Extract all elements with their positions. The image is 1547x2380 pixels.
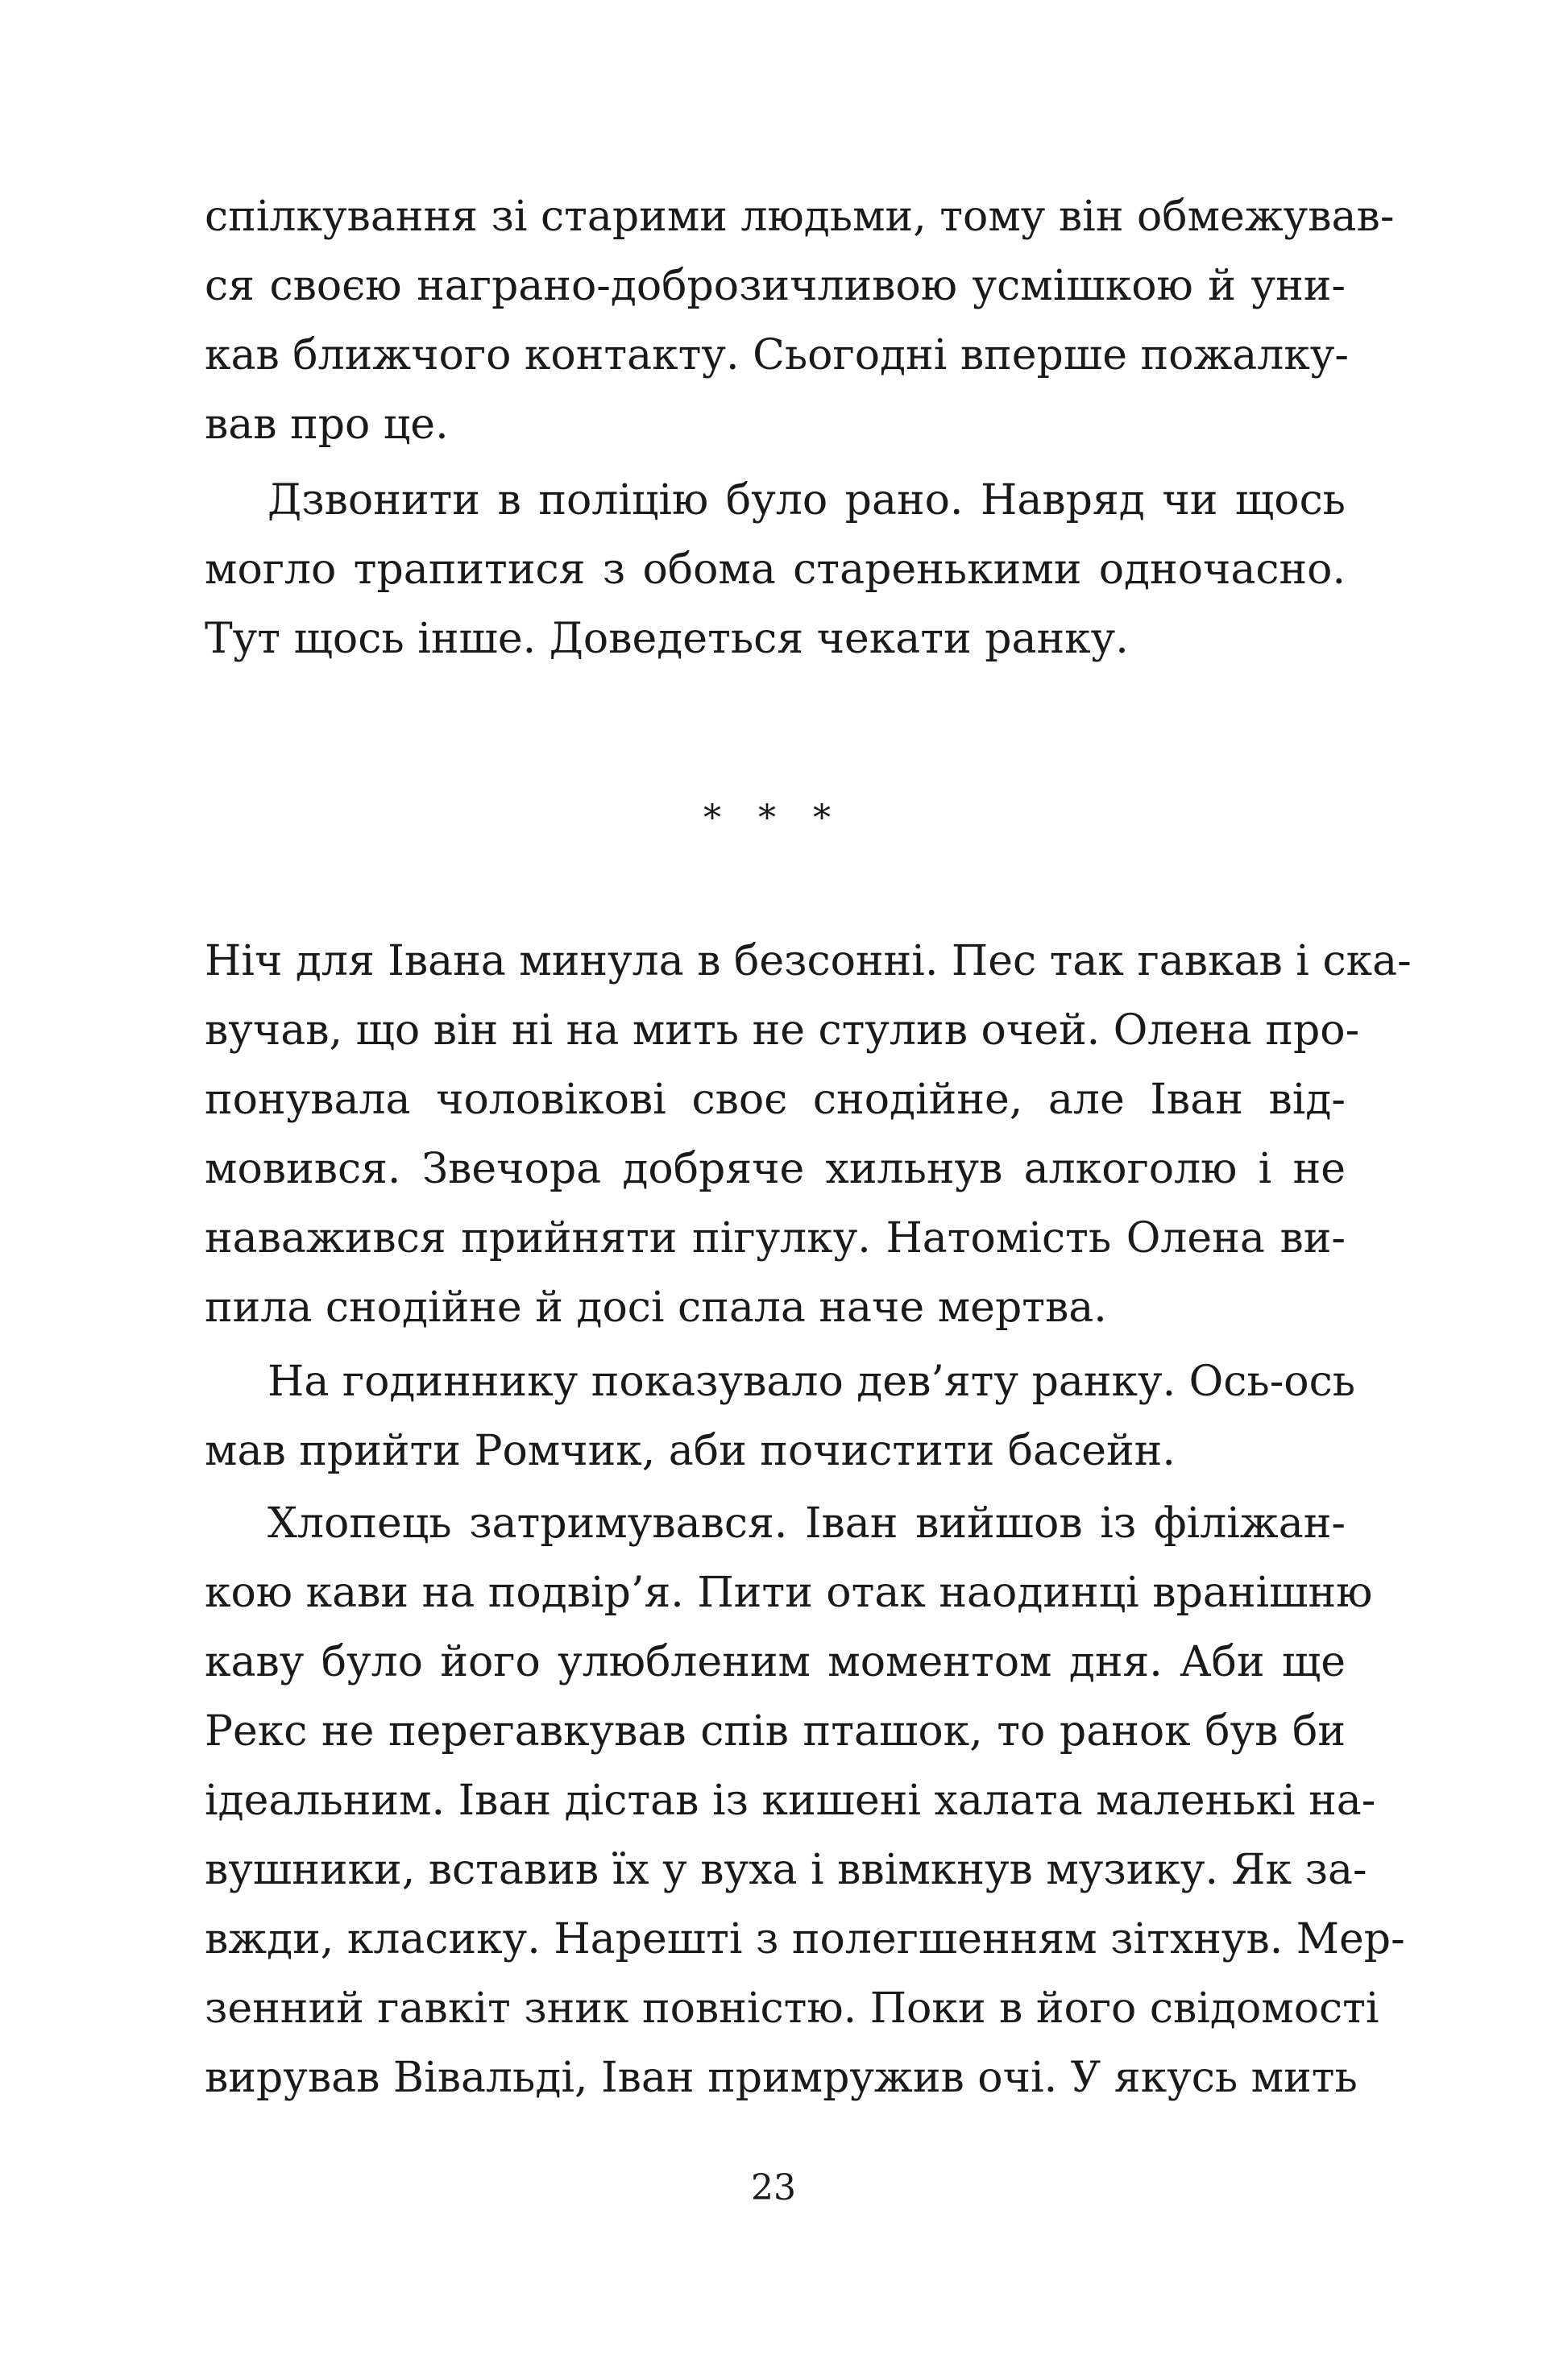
text-line: вжди, класику. Нарешті з полегшенням зітхнув. Мер- <box>205 1915 1405 1963</box>
text-line: Тут щось інше. Доведеться чекати ранку. <box>205 615 1129 663</box>
text-line: ідеальним. Іван дістав із кишені халата маленькі на- <box>205 1777 1376 1825</box>
text-line: спілкування зі старими людьми, тому він обмежував- <box>205 193 1395 241</box>
text-line: вучав, що він ні на мить не стулив очей. Олена про- <box>205 1006 1360 1055</box>
text-line: мав прийти Ромчик, аби почистити басейн. <box>205 1427 1176 1475</box>
paragraph-3 <box>205 927 1412 1342</box>
text-line: Хлопець затримувався. Іван вийшов із філіжан- <box>268 1499 1346 1548</box>
text-line: вирував Вівальді, Іван примружив очі. У якусь мить <box>205 2054 1358 2102</box>
text-line: мовився. Звечора добряче хильнув алкоголю і не <box>205 1145 1346 1193</box>
text-line: пила снодійне й досі спала наче мертва. <box>205 1283 1107 1332</box>
paragraph-1 <box>205 182 1395 459</box>
text-line: зенний гавкіт зник повністю. Поки в його свідомості <box>205 1984 1379 2033</box>
text-line: На годиннику показувало дев’яту ранку. Ось-ось <box>268 1358 1356 1406</box>
text-line: кою кави на подвір’я. Пити отак наодинці вранішню <box>205 1569 1373 1617</box>
paragraph-5 <box>205 1489 1405 2113</box>
text-line: Ніч для Івана минула в безсонні. Пес так гавкав і ска- <box>205 937 1412 985</box>
section-separator: * * * <box>703 798 844 839</box>
paragraph-4 <box>205 1347 1356 1486</box>
text-line: каву було його улюбленим моментом дня. Аби ще <box>205 1638 1346 1686</box>
text-line: Дзвонити в поліцію було рано. Навряд чи щось <box>268 476 1346 525</box>
text-line: вав про це. <box>205 400 449 449</box>
text-line: наважився прийняти пігулку. Натомість Олена ви- <box>205 1214 1346 1263</box>
paragraph-2 <box>205 466 1346 674</box>
text-line: Рекс не перегавкував спів пташок, то ранок був би <box>205 1707 1346 1756</box>
text-line: кав ближчого контакту. Сьогодні вперше пожалку- <box>205 331 1349 379</box>
text-line: ся своєю награно-доброзичливою усмішкою й уни- <box>205 262 1346 310</box>
page-number: 23 <box>751 2167 796 2208</box>
text-line: понувала чоловікові своє снодійне, але Іван від- <box>205 1076 1346 1124</box>
text-line: вушники, вставив їх у вуха і ввімкнув музику. Як за- <box>205 1846 1367 1894</box>
text-line: могло трапитися з обома старенькими одночасно. <box>205 545 1346 594</box>
